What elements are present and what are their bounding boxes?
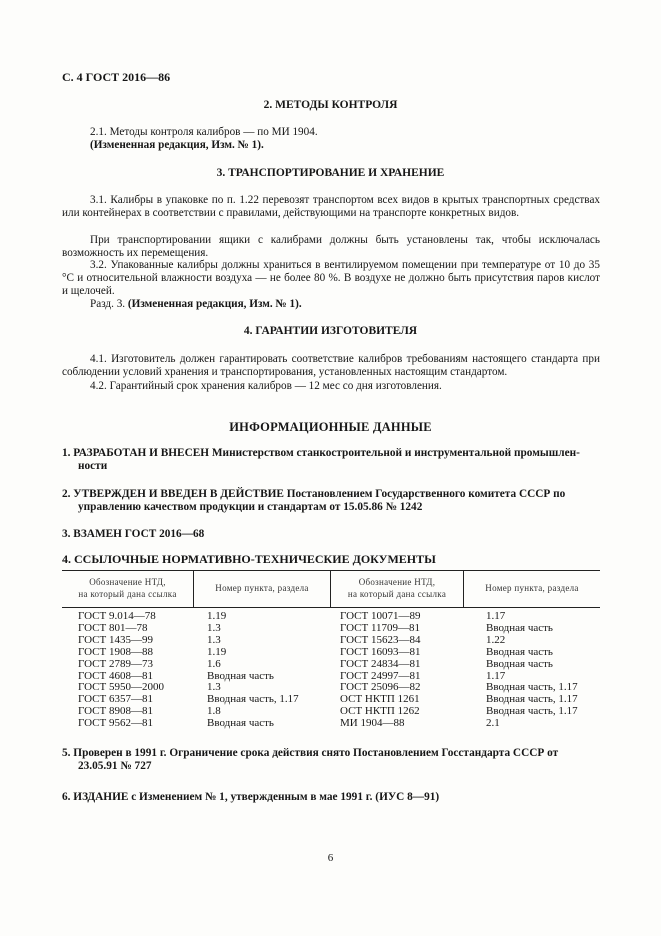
info-item-5-line-1: 5. Проверен в 1991 г. Ограничение срока действия снято Постановлением Госстандарта СССР от (62, 747, 559, 759)
section-2-amendment: (Измененная редакция, Изм. № 1). (90, 139, 264, 151)
table-column-right-items (486, 611, 578, 730)
section-3-paragraph-1: 3.1. Калибры в упаковке по п. 1.22 перевозят транспортом всех видов в крытых транспортных средствах или контейнерах в соответствии с правилами, действующими на транспорте конкретных видов. (62, 194, 600, 219)
table-header-doc-1: Обозначение НТД, на который дана ссылка (78, 577, 177, 599)
section-2-paragraph: 2.1. Методы контроля калибров — по МИ 1904. (90, 126, 318, 138)
info-item-1-line-1: 1. РАЗРАБОТАН И ВНЕСЕН Министерством станкостроительной и инструментальной промышлен- (62, 447, 580, 459)
section-3-amendment-prefix: Разд. 3. (90, 298, 128, 310)
table-cell: 1.19 (207, 645, 227, 658)
table-cell: Вводная часть (486, 621, 553, 634)
table-cell: ГОСТ 25096—82 (340, 681, 421, 694)
page-number: 6 (327, 852, 334, 864)
section-4-paragraph-2: 4.2. Гарантийный срок хранения калибров — 12 мес со дня изготовления. (90, 380, 442, 392)
table-cell: ГОСТ 24997—81 (340, 669, 421, 682)
table-cell: Вводная часть (486, 657, 553, 670)
table-top-rule (62, 570, 600, 571)
table-cell: 1.19 (207, 610, 227, 622)
table-cell: ОСТ НКТП 1261 (340, 693, 420, 706)
section-4-title: 4. ГАРАНТИИ ИЗГОТОВИТЕЛЯ (243, 325, 418, 337)
table-cell: ГОСТ 1435—99 (78, 633, 153, 646)
table-header-rule (62, 607, 600, 608)
info-item-2-line-1: 2. УТВЕРЖДЕН И ВВЕДЕН В ДЕЙСТВИЕ Постановлением Государственного комитета СССР по (62, 488, 566, 500)
info-item-5-line-2: 23.05.91 № 727 (78, 760, 152, 772)
section-3-title: 3. ТРАНСПОРТИРОВАНИЕ И ХРАНЕНИЕ (216, 167, 445, 179)
info-item-5 (62, 747, 602, 773)
section-3-paragraph-2: При транспортировании ящики с калибрами должны быть установлены так, чтобы исключалась возможность их перемещения. (62, 234, 600, 259)
section-2-title: 2. МЕТОДЫ КОНТРОЛЯ (263, 99, 398, 111)
info-item-1-line-2: ности (78, 460, 108, 472)
table-cell: ГОСТ 5950—2000 (78, 681, 164, 694)
table-cell: 1.6 (207, 657, 221, 670)
table-cell: Вводная часть, 1.17 (486, 693, 578, 706)
section-4-paragraph-1: 4.1. Изготовитель должен гарантировать соответствие калибров требованиям настоящего стандарта при соблюдении условий хранения и транспортирования, установленных настоящим стандартом. (62, 353, 600, 378)
table-column-left-items (207, 611, 299, 730)
table-column-right-docs (340, 611, 420, 730)
table-cell: ГОСТ 9.014—78 (78, 610, 156, 622)
table-header-item-2: Номер пункта, раздела (485, 583, 579, 593)
table-cell: Вводная часть (486, 645, 553, 658)
table-column-left-docs (78, 611, 164, 730)
table-cell: ГОСТ 24834—81 (340, 657, 421, 670)
table-cell: ГОСТ 801—78 (78, 621, 148, 634)
section-3-amendment-text: (Измененная редакция, Изм. № 1). (127, 298, 302, 310)
table-cell: ГОСТ 4608—81 (78, 669, 153, 682)
table-cell: 1.3 (207, 681, 221, 694)
info-item-2 (62, 488, 602, 514)
info-title: ИНФОРМАЦИОННЫЕ ДАННЫЕ (229, 420, 432, 434)
info-item-3: 3. ВЗАМЕН ГОСТ 2016—68 (62, 528, 205, 540)
page-header: С. 4 ГОСТ 2016—86 (62, 70, 171, 84)
table-cell: 1.3 (207, 621, 221, 634)
table-cell: ГОСТ 1908—88 (78, 645, 153, 658)
info-item-6: 6. ИЗДАНИЕ с Изменением № 1, утвержденным в мае 1991 г. (ИУС 8—91) (62, 791, 440, 803)
table-cell: ГОСТ 9562—81 (78, 717, 153, 730)
table-cell: ГОСТ 8908—81 (78, 705, 153, 718)
table-header-doc-2: Обозначение НТД, на который дана ссылка (347, 577, 447, 599)
info-item-1 (62, 447, 602, 473)
info-item-4: 4. ССЫЛОЧНЫЕ НОРМАТИВНО-ТЕХНИЧЕСКИЕ ДОКУМЕНТЫ (62, 552, 436, 566)
table-cell: 2.1 (486, 717, 500, 730)
table-cell: ГОСТ 11709—81 (340, 621, 421, 634)
info-item-2-line-2: управлению качеством продукции и стандартам от 15.05.86 № 1242 (78, 501, 423, 513)
table-cell: 1.22 (486, 633, 506, 646)
table-cell: 1.17 (486, 669, 506, 682)
table-cell: 1.3 (207, 633, 221, 646)
table-cell: Вводная часть (207, 717, 274, 730)
table-cell: Вводная часть, 1.17 (486, 705, 578, 718)
table-cell: ГОСТ 2789—73 (78, 657, 153, 670)
table-cell: 1.8 (207, 705, 221, 718)
table-cell: ГОСТ 16093—81 (340, 645, 421, 658)
table-cell: 1.17 (486, 610, 506, 622)
table-cell: ГОСТ 10071—89 (340, 610, 421, 622)
table-cell: ГОСТ 15623—84 (340, 633, 421, 646)
table-cell: ГОСТ 6357—81 (78, 693, 153, 706)
section-3-paragraph-3: 3.2. Упакованные калибры должны храниться в вентилируемом помещении при температуре от 10 до 35 °С и относительной влажности воздуха — не более 80 %. В воздухе не должно быть присутствия паров кислот и щелочей. (62, 259, 600, 297)
reference-table (62, 570, 600, 740)
table-cell: Вводная часть, 1.17 (486, 681, 578, 694)
section-3-amendment (62, 298, 600, 311)
table-header-item-1: Номер пункта, раздела (215, 583, 309, 593)
table-cell: ОСТ НКТП 1262 (340, 705, 420, 718)
table-cell: МИ 1904—88 (340, 717, 405, 730)
table-cell: Вводная часть (207, 669, 274, 682)
table-cell: Вводная часть, 1.17 (207, 693, 299, 706)
